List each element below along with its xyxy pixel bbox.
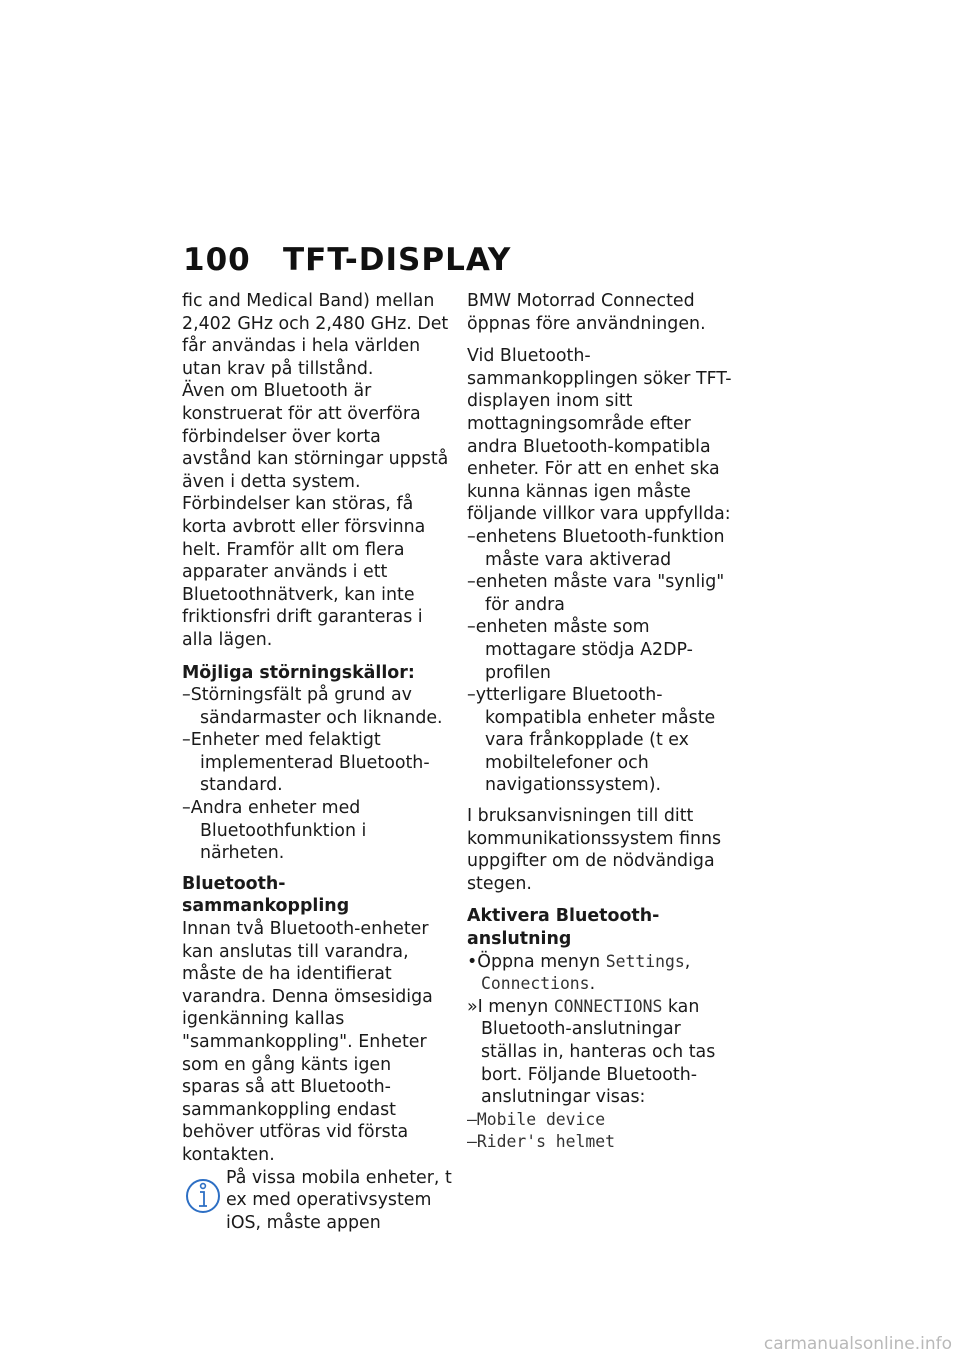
right-column xyxy=(467,290,742,1154)
paragraph-app: BMW Motorrad Connected öppnas före användningen. xyxy=(467,291,706,334)
note-text: På vissa mobila enheter, t ex med operativsystem iOS, måste appen xyxy=(226,1167,452,1233)
info-note xyxy=(182,1167,452,1235)
page-number: 100 xyxy=(183,242,251,278)
info-icon xyxy=(182,1169,224,1215)
connection-item: –Mobile device xyxy=(467,1109,606,1129)
pairing-heading: Bluetooth-sammankoppling xyxy=(182,873,350,917)
connection-item: –Rider's helmet xyxy=(467,1132,616,1152)
chapter-title: TFT-DISPLAY xyxy=(283,242,512,278)
condition-item: –enheten måste vara "synlig" för andra xyxy=(467,572,725,615)
watermark: carmanualsonline.info xyxy=(763,1334,952,1354)
paragraph-manual: I bruksanvisningen till ditt kommunikationssystem finns uppgifter om de nödvändiga stegen. xyxy=(467,806,722,894)
menu-settings: Settings xyxy=(605,951,685,971)
interference-item: –Andra enheter med Bluetoothfunktion i närheten. xyxy=(182,798,367,864)
condition-item: –enhetens Bluetooth-funktion måste vara aktiverad xyxy=(467,526,725,570)
interference-item: –Störningsfält på grund av sändarmaster och liknande. xyxy=(182,685,443,728)
condition-item: –ytterligare Bluetooth-kompatibla enheter måste vara frånkopplade (t ex mobiltelefoner och navigationssystem). xyxy=(467,685,716,796)
left-column xyxy=(182,290,452,1234)
page-header xyxy=(183,242,511,278)
paragraph-interference: Även om Bluetooth är konstruerat för att överföra förbindelser över korta avstånd kan störningar uppstå även i detta system. Förbindelser kan störas, få korta avbrott eller försvinna helt. Framför allt om flera apparater används i ett Bluetoothnätverk, kan inte friktionsfri drift garanteras i alla lägen. xyxy=(182,381,449,650)
paragraph-pairing: Innan två Bluetooth-enheter kan anslutas till varandra, måste de ha identifierat varandra. Denna ömsesidiga igenkänning kallas "sammankoppling". Enheter som en gång känts igen sparas så att Bluetooth-sammankoppling endast behöver utföras vid första kontakten. xyxy=(182,919,433,1165)
condition-item: –enheten måste som mottagare stödja A2DP-profilen xyxy=(467,617,693,683)
menu-connections: Connections xyxy=(481,974,590,994)
activate-heading: Aktivera Bluetooth-anslutning xyxy=(467,906,660,950)
interference-item: –Enheter med felaktigt implementerad Bluetooth-standard. xyxy=(182,730,430,796)
paragraph-search: Vid Bluetooth-sammankopplingen söker TFT-displayen inom sitt mottagningsområde efter andra Bluetooth-kompatibla enheter. För att en enhet ska kunna kännas igen måste följande villkor vara uppfyllda: xyxy=(467,346,732,525)
paragraph-frequency: fic and Medical Band) mellan 2,402 GHz och 2,480 GHz. Det får användas i hela världen utan krav på tillstånd. xyxy=(182,291,449,379)
step-open-menu: •Öppna menyn Settings, Connections. xyxy=(467,951,691,995)
interference-heading: Möjliga störningskällor: xyxy=(182,662,415,683)
step-connections: »I menyn CONNECTIONS kan Bluetooth-anslutningar ställas in, hanteras och tas bort. Följande Bluetooth-anslutningar visas: xyxy=(467,996,716,1108)
menu-connections-caps: CONNECTIONS xyxy=(553,996,663,1016)
